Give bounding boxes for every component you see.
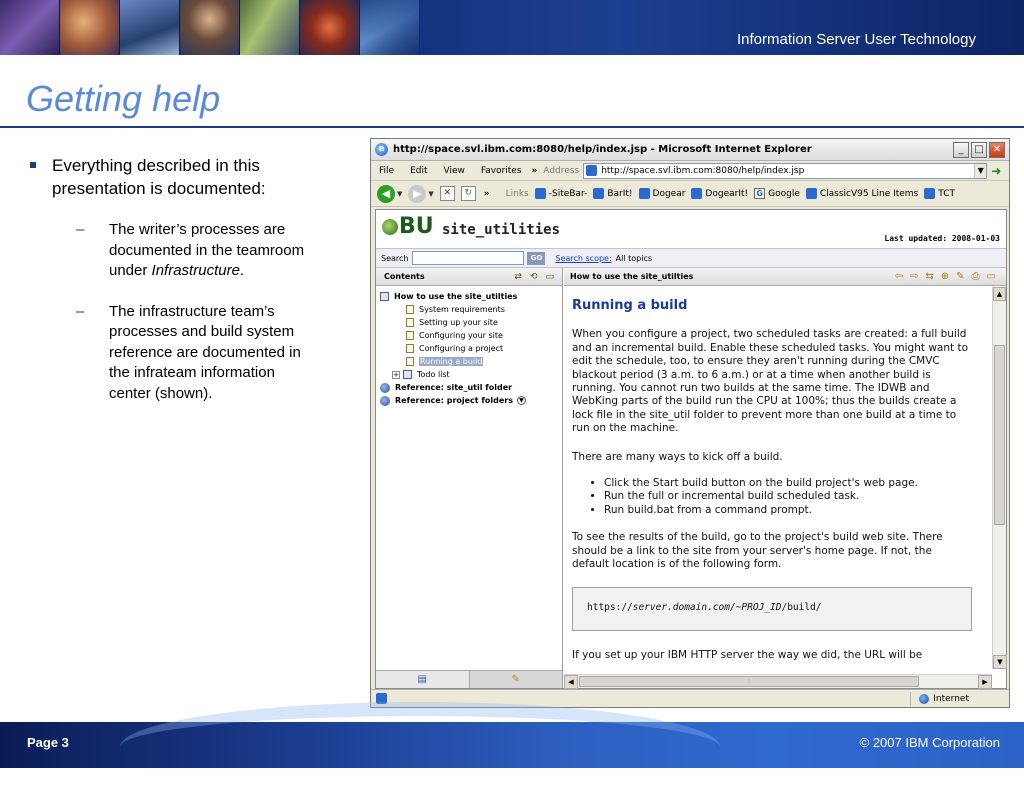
menu-edit[interactable]: Edit (410, 165, 428, 176)
link-label: BarIt! (607, 188, 633, 199)
toc-item[interactable] (380, 329, 562, 342)
site-header (376, 210, 1006, 248)
menu-bar (371, 161, 1009, 181)
ie-logo-icon: e (375, 143, 388, 156)
book-icon (403, 370, 412, 379)
maximize-pane-icon[interactable]: ▭ (986, 271, 996, 282)
go-arrow-icon[interactable]: ➜ (991, 163, 1002, 178)
header-fade (340, 0, 460, 55)
globe-icon (919, 694, 929, 704)
footer-decoration (120, 702, 720, 792)
chevron-down-icon[interactable]: ▼ (428, 189, 434, 198)
link-barit[interactable] (593, 188, 632, 199)
toc-item[interactable] (380, 342, 562, 355)
maximize-button[interactable]: □ (971, 142, 987, 158)
search-scope-value: All topics (615, 253, 653, 263)
list-item: • Click the Start build button on the build project's web page. (604, 477, 972, 490)
horizontal-scrollbar[interactable] (564, 674, 992, 688)
forward-button[interactable]: ▶ (408, 185, 426, 203)
google-icon: G (754, 188, 765, 199)
links-label: Links (505, 188, 529, 199)
document-icon (406, 357, 414, 366)
book-icon (380, 292, 389, 301)
browser-window (370, 138, 1010, 708)
toc-tree (376, 286, 562, 407)
search-label: Search (381, 253, 409, 263)
scroll-right-icon[interactable]: ▶ (978, 675, 992, 689)
header-photo (180, 0, 240, 55)
link-page-icon (639, 188, 650, 199)
toc-label: Running a build (420, 357, 483, 366)
toc-reference[interactable] (380, 394, 562, 407)
bookmarks-tab-icon[interactable]: ✎ (469, 671, 563, 688)
slide-footer (0, 722, 1024, 768)
article-paragraph: There are many ways to kick off a build. (572, 450, 783, 463)
close-button[interactable]: ✕ (989, 142, 1005, 158)
toc-label: Configuring your site (419, 331, 503, 340)
toc-label: Configuring a project (419, 344, 504, 353)
scroll-thumb[interactable]: ⦙ (579, 676, 919, 687)
toc-item[interactable] (380, 316, 562, 329)
vertical-scrollbar[interactable] (992, 287, 1006, 669)
forward-arrow-icon[interactable]: ⇨ (909, 271, 919, 282)
toc-reference[interactable] (380, 381, 562, 394)
document-icon (406, 344, 414, 353)
search-bar (376, 248, 1006, 268)
slide-title: Getting help (26, 78, 221, 119)
article-list (604, 477, 972, 517)
print-icon[interactable]: ⎙ (971, 271, 980, 282)
header-photo (240, 0, 300, 55)
link-label: Dogear (652, 188, 686, 199)
content-toolbar (895, 271, 1006, 282)
contents-tab-icon[interactable]: ▤ (417, 674, 427, 685)
article-heading: Running a build (572, 298, 688, 313)
link-sitebar[interactable] (535, 188, 588, 199)
site-logo-subtitle: site_utilities (442, 222, 561, 238)
bullet-sub-1 (28, 220, 318, 282)
bullet-main-text: Everything described in this presentation is documented: (52, 156, 266, 198)
toc-label: Reference: site_util folder (395, 383, 513, 392)
globe-icon (380, 383, 390, 393)
minimize-button[interactable]: _ (953, 142, 969, 158)
window-controls (953, 142, 1005, 158)
header-photo (60, 0, 120, 55)
document-icon (406, 305, 414, 314)
search-scope-link[interactable]: Search scope: (555, 253, 612, 263)
scroll-down-icon[interactable]: ▼ (993, 655, 1007, 669)
stop-button[interactable]: ✕ (440, 186, 455, 201)
menu-file[interactable]: File (379, 165, 395, 176)
code-prefix: https:// (587, 601, 633, 613)
link-google[interactable] (754, 188, 800, 199)
link-with-contents-icon[interactable]: ⇄ (514, 271, 522, 282)
header-photo (0, 0, 60, 55)
content-pane-title: How to use the site_utilties (570, 272, 694, 281)
scroll-thumb[interactable] (994, 345, 1005, 525)
list-item: • Run the full or incremental build scheduled task. (604, 490, 972, 503)
link-page-icon (593, 188, 604, 199)
scroll-up-icon[interactable]: ▲ (993, 287, 1006, 301)
slide-header (0, 0, 1024, 55)
menu-view[interactable]: View (443, 165, 465, 176)
code-italic: server.domain.com/~PROJ_ID (632, 601, 782, 613)
header-title: Information Server User Technology (736, 31, 976, 48)
content-pane (564, 268, 1006, 688)
content-header (564, 268, 1006, 286)
link-dogearit[interactable] (691, 188, 748, 199)
contents-pane (376, 268, 563, 688)
link-label: -SiteBar- (548, 188, 588, 199)
dash-bullet-icon: – (76, 221, 85, 238)
toc-root[interactable] (380, 290, 562, 303)
link-label: DogearIt! (705, 188, 749, 199)
chevron-down-icon[interactable]: ▼ (974, 164, 986, 178)
list-item: • Run build.bat from a command prompt. (604, 504, 972, 517)
bullet-sub-1-italic: Infrastructure (151, 262, 240, 279)
search-go-button[interactable]: GO (527, 252, 545, 265)
toolbar-more-chevron-icon[interactable]: » (483, 188, 490, 199)
article-paragraph: When you configure a project, two scheduled tasks are created: a full build and an incremental build. Enable these scheduled tasks. You might want to edit the schedule, too, to ensure they aren't running during the CMVC blackout period (3 a.m. to 6 a.m.) or at a time when another build is running. You cannot run two builds at the same time. The IDWB and WebKing parts of the build run the CPU at 100%; thus the builds create a lock file in the site_util folder to prevent more than one build at a time to run on the machine. (572, 328, 968, 435)
site-logo-icon (382, 219, 398, 235)
bullet-main (28, 154, 328, 200)
contents-toolbar (514, 272, 562, 282)
link-dogear[interactable] (639, 188, 686, 199)
globe-icon (380, 396, 390, 406)
toc-label: Todo list (417, 370, 450, 379)
link-label: TCT (938, 188, 956, 199)
refresh-button[interactable]: ↻ (461, 186, 476, 201)
bullet-sub-1-end: . (239, 262, 245, 279)
link-tct[interactable] (924, 188, 955, 199)
link-label: ClassicV95 Line Items (819, 188, 919, 199)
page-viewport (375, 209, 1007, 689)
chevron-down-icon[interactable]: ▼ (397, 189, 403, 198)
zone-label: Internet (933, 693, 969, 704)
link-page-icon (535, 188, 546, 199)
page-icon (586, 165, 597, 176)
address-label: Address (543, 165, 580, 176)
contents-header (376, 268, 562, 286)
sync-toc-icon[interactable]: ⇆ (925, 271, 934, 282)
link-page-icon (806, 188, 817, 199)
address-text: http://space.svl.ibm.com:8080/help/index.jsp (601, 165, 805, 176)
code-suffix: /build/ (781, 601, 822, 613)
page-number: Page 3 (27, 735, 69, 750)
link-classic[interactable] (806, 188, 918, 199)
link-page-icon (691, 188, 702, 199)
menu-more-chevron-icon[interactable]: » (531, 165, 538, 176)
document-icon (406, 331, 414, 340)
last-updated: Last updated: 2008-01-03 (884, 234, 1000, 243)
slide-bullets (28, 154, 328, 404)
toc-label: Reference: project folders (395, 396, 513, 405)
address-bar[interactable] (583, 163, 987, 179)
code-sample (572, 587, 972, 631)
site-logo: BU (399, 214, 434, 239)
chevron-down-icon[interactable]: ▼ (517, 396, 526, 405)
menu-favorites[interactable]: Favorites (480, 165, 522, 176)
toc-item[interactable] (380, 303, 562, 316)
back-arrow-icon[interactable]: ⇦ (894, 271, 903, 282)
browser-title: http://space.svl.ibm.com:8080/help/index.jsp - Microsoft Internet Explorer (393, 144, 812, 155)
article-paragraph: If you set up your IBM HTTP server the way we did, the URL will be (572, 648, 923, 661)
search-input[interactable] (412, 251, 524, 265)
document-icon (406, 318, 414, 327)
toc-label: System requirements (419, 305, 505, 314)
highlight-icon[interactable]: ✎ (956, 271, 965, 282)
link-label: Google (768, 188, 800, 199)
bookmark-add-icon[interactable]: ⊕ (940, 271, 950, 282)
toc-label: Setting up your site (419, 318, 498, 327)
toc-label: How to use the site_utilties (394, 292, 518, 301)
link-page-icon (924, 188, 935, 199)
back-button[interactable]: ◀ (377, 185, 395, 203)
toc-item-selected[interactable] (380, 355, 562, 368)
title-divider (0, 126, 1024, 128)
security-zone (910, 692, 969, 706)
maximize-pane-icon[interactable]: ▭ (545, 271, 554, 282)
article-paragraph: To see the results of the build, go to the project's build web site. There should be a link to the site from your server's home page. If not, the default location is of the following form. (572, 531, 943, 571)
browser-toolbar (371, 181, 1009, 207)
browser-titlebar[interactable] (371, 139, 1009, 161)
bullet-sub-1-text: The writer’s processes are documented in the teamroom under (109, 221, 305, 279)
bullet-sub-2-text: The infrastructure team’s processes and build system reference are documented in the infrateam information center (shown). (109, 302, 301, 402)
square-bullet-icon (30, 162, 36, 168)
bullet-sub-2 (28, 302, 318, 405)
dash-bullet-icon: – (76, 302, 85, 320)
toc-todo[interactable] (380, 368, 562, 381)
header-photo (120, 0, 180, 55)
article-body (564, 287, 980, 661)
contents-title: Contents (384, 272, 425, 281)
expand-icon[interactable]: + (393, 370, 399, 379)
collapse-all-icon[interactable]: ⟲ (529, 271, 538, 282)
scroll-left-icon[interactable]: ◀ (564, 675, 578, 689)
copyright: © 2007 IBM Corporation (859, 735, 1000, 750)
contents-pane-tabs (376, 670, 562, 688)
